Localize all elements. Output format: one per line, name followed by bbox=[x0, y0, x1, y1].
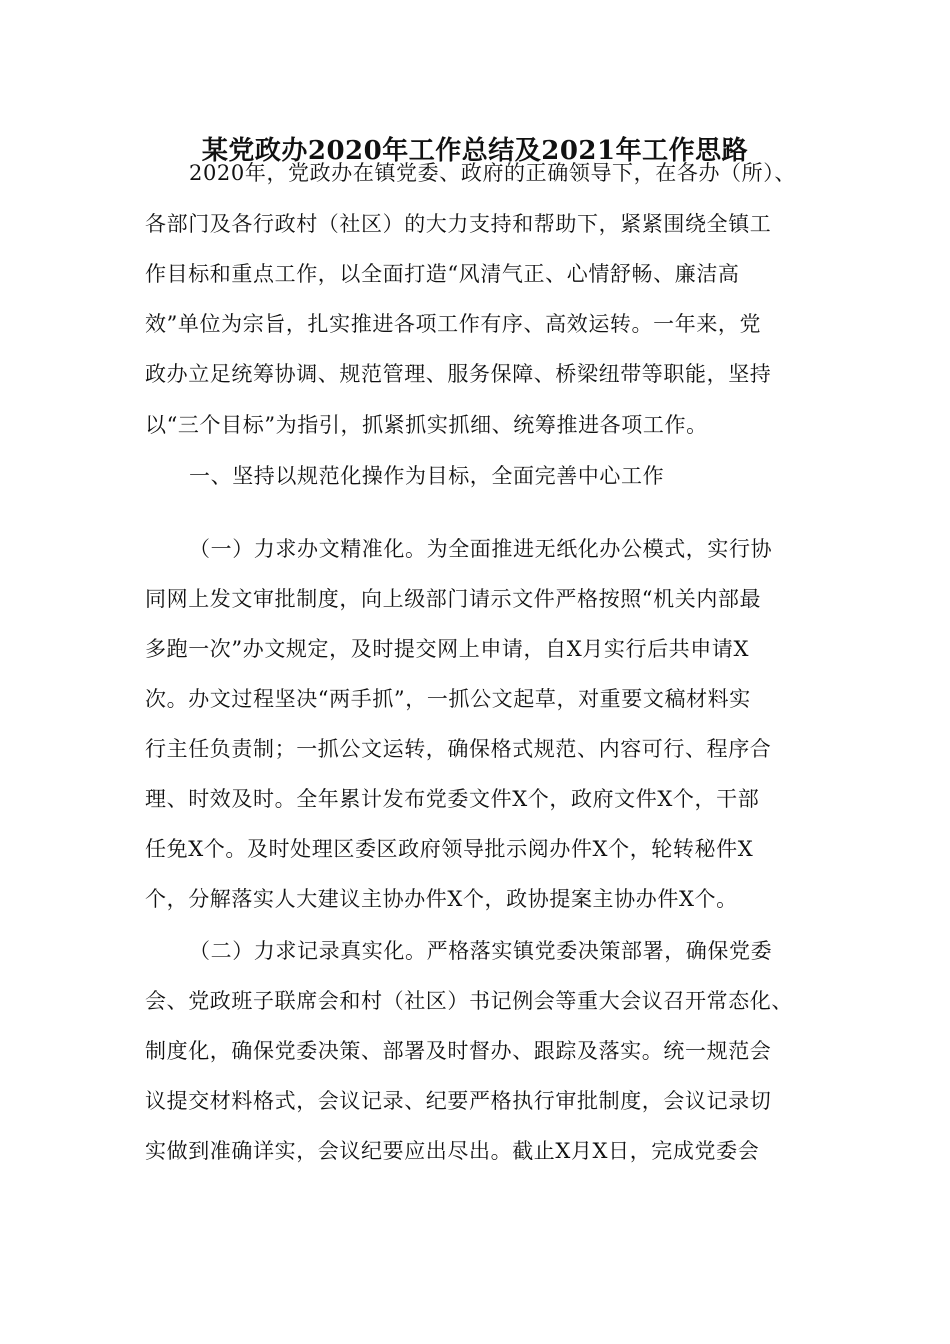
body-line: 多跑一次”办文规定，及时提交网上申请，自X月实行后共申请X bbox=[145, 637, 750, 661]
body-line: 理、时效及时。全年累计发布党委文件X个，政府文件X个，干部 bbox=[145, 787, 760, 811]
body-line: （二）力求记录真实化。严格落实镇党委决策部署，确保党委 bbox=[189, 939, 773, 963]
body-line: 行主任负责制；一抓公文运转，确保格式规范、内容可行、程序合 bbox=[145, 737, 772, 761]
body-line: 效”单位为宗旨，扎实推进各项工作有序、高效运转。一年来，党 bbox=[145, 312, 762, 336]
document-title: 某党政办2020年工作总结及2021年工作思路 bbox=[201, 136, 749, 166]
body-line: 以“三个目标”为指引，抓紧抓实抓细、统筹推进各项工作。 bbox=[145, 413, 708, 437]
body-line: 任免X个。及时处理区委区政府领导批示阅办件X个，轮转秘件X bbox=[145, 837, 754, 861]
body-line: 实做到准确详实，会议纪要应出尽出。截止X月X日，完成党委会 bbox=[145, 1139, 760, 1163]
body-line: 2020年，党政办在镇党委、政府的正确领导下，在各办（所）、 bbox=[189, 161, 796, 185]
body-line: 作目标和重点工作，以全面打造“风清气正、心情舒畅、廉洁高 bbox=[145, 262, 740, 286]
body-line: 制度化，确保党委决策、部署及时督办、跟踪及落实。统一规范会 bbox=[145, 1039, 772, 1063]
body-line: 各部门及各行政村（社区）的大力支持和帮助下，紧紧围绕全镇工 bbox=[145, 212, 772, 236]
body-line: 政办立足统筹协调、规范管理、服务保障、桥梁纽带等职能，坚持 bbox=[145, 362, 772, 386]
body-line: 同网上发文审批制度，向上级部门请示文件严格按照“机关内部最 bbox=[145, 587, 762, 611]
body-line: 会、党政班子联席会和村（社区）书记例会等重大会议召开常态化、 bbox=[145, 989, 793, 1013]
body-line: （一）力求办文精准化。为全面推进无纸化办公模式，实行协 bbox=[189, 537, 773, 561]
body-line: 次。办文过程坚决“两手抓”，一抓公文起草，对重要文稿材料实 bbox=[145, 687, 751, 711]
body-line: 议提交材料格式，会议记录、纪要严格执行审批制度，会议记录切 bbox=[145, 1089, 772, 1113]
section-heading: 一、坚持以规范化操作为目标，全面完善中心工作 bbox=[189, 464, 665, 488]
body-line: 个，分解落实人大建议主协办件X个，政协提案主协办件X个。 bbox=[145, 887, 738, 911]
